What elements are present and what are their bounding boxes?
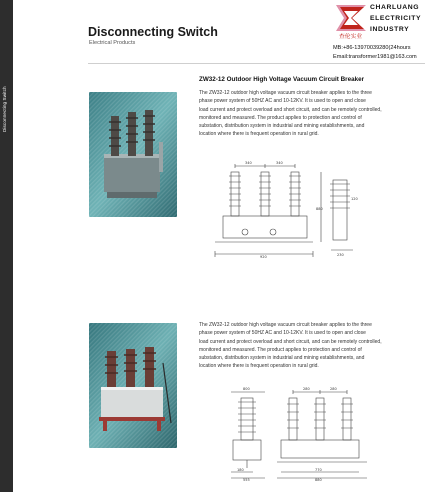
dim-label: 180: [237, 468, 244, 472]
product-title: ZW32-12 Outdoor High Voltage Vacuum Circuit Breaker: [199, 76, 365, 83]
dim-label: 340: [276, 161, 283, 165]
description-line: phase power system of 50HZ AC and 10-12KV. It is used to open and close: [199, 98, 366, 105]
contact-email: Email:transformer1981@163.com: [333, 54, 417, 60]
description-line: The ZW32-12 outdoor high voltage vacuum circuit breaker applies to the three: [199, 90, 372, 96]
breaker-photo-2: [89, 323, 177, 448]
page-subtitle: Electrical Products: [89, 40, 136, 46]
brand-logo-icon: [334, 3, 368, 33]
technical-drawing-1: [205, 160, 370, 260]
dim-label: 280: [330, 387, 337, 391]
dim-label: 340: [245, 161, 252, 165]
dim-label: 920: [260, 255, 267, 259]
brand-line-1: CHARLUANG: [370, 4, 420, 11]
description-line: The ZW32-12 outdoor high voltage vacuum circuit breaker applies to the three: [199, 322, 372, 328]
breaker-photo-1: [89, 92, 177, 217]
description-line: location where there is frequent operation in rural grid.: [199, 131, 319, 138]
description-line: load current and protect overload and short circuit, and can be remotely controlled,: [199, 106, 382, 113]
dim-label: 120: [351, 197, 358, 201]
contact-mobile: MB:+86-13970039280(24hours: [333, 45, 411, 51]
dim-label: 230: [337, 253, 344, 257]
description-line: monitored and measured. The product applies to protection and control of: [199, 346, 362, 353]
description-line: location where there is frequent operation in rural grid.: [199, 363, 319, 370]
sidebar-strip: [0, 0, 13, 492]
description-line: load current and protect overload and short circuit, and can be remotely controlled,: [199, 338, 382, 345]
description-line: substation, distribution system in industrial and mining establishments, and: [199, 123, 365, 130]
dim-label: 880: [316, 207, 323, 211]
dim-label: 770: [315, 468, 322, 472]
sidebar-label: Disconnecting Switch: [2, 86, 7, 132]
page-title: Disconnecting Switch: [88, 25, 218, 39]
header-divider: [88, 63, 425, 64]
description-line: phase power system of 50HZ AC and 10-12KV. It is used to open and close: [199, 330, 366, 337]
technical-drawing-2: [207, 386, 387, 481]
product-description: [199, 89, 399, 139]
dim-label: 800: [243, 387, 250, 391]
brand-line-3: INDUSTRY: [370, 26, 410, 33]
brand-line-2: ELECTRICITY: [370, 15, 422, 22]
dim-label: 280: [303, 387, 310, 391]
dim-label: 880: [315, 478, 322, 481]
product-description: [199, 321, 399, 371]
description-line: substation, distribution system in industrial and mining establishments, and: [199, 355, 365, 362]
brand-chinese-name: 查伦实业: [339, 34, 363, 40]
dim-label: 555: [243, 478, 250, 481]
description-line: monitored and measured. The product applies to protection and control of: [199, 114, 362, 121]
